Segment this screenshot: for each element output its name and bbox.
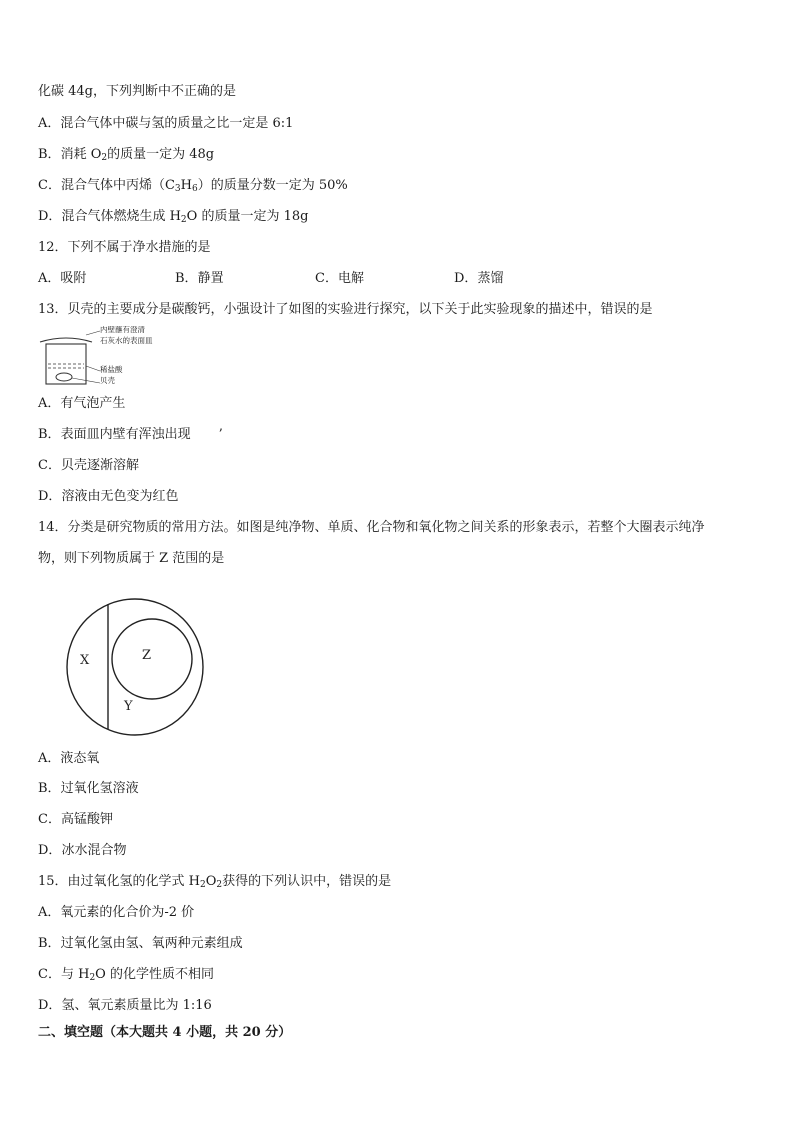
q15-option-b	[38, 936, 243, 952]
q12-options	[38, 271, 503, 287]
figure-label: 石灰水的表面皿	[100, 336, 153, 345]
option-label: A．	[38, 396, 61, 411]
q12-option-c	[315, 271, 454, 287]
q15-option-c	[38, 967, 214, 983]
option-text: 吸附	[60, 271, 87, 286]
option-text: 静置	[197, 271, 224, 286]
option-label: A．	[38, 271, 61, 286]
option-label: D．	[454, 271, 478, 286]
q14-option-c	[38, 812, 113, 828]
figure-label: 稀盐酸	[100, 365, 123, 374]
q11-option-c	[38, 178, 348, 194]
inner-circle	[112, 619, 192, 699]
q12-stem: 12．下列不属于净水措施的是	[38, 240, 211, 255]
option-text: 混合气体中碳与氢的质量之比一定是 6:1	[60, 116, 294, 131]
option-label: B．	[38, 147, 61, 162]
q13-option-b	[38, 427, 223, 443]
q11-option-d	[38, 209, 308, 225]
stem-text: 15．由过氧化氢的化学式 H	[38, 874, 201, 889]
option-label: D．	[38, 998, 62, 1013]
option-label: A．	[38, 905, 61, 920]
option-text: ）的质量分数一定为 50%	[197, 178, 348, 193]
q11-option-a	[38, 116, 293, 132]
option-text: 消耗 O	[60, 147, 102, 162]
option-label: A．	[38, 751, 61, 766]
q13-option-c	[38, 458, 139, 474]
option-label: A．	[38, 116, 61, 131]
figure-label: 贝壳	[100, 376, 115, 385]
subscript: 2	[216, 880, 223, 890]
option-text: 溶液由无色变为红色	[61, 489, 179, 504]
section-heading: 二、填空题（本大题共 4 小题，共 20 分）	[38, 1025, 292, 1040]
subscript: 2	[180, 215, 187, 225]
option-text: H	[180, 178, 192, 193]
region-label-y: Y	[124, 699, 133, 714]
q14-venn-diagram	[64, 596, 206, 738]
subscript: 6	[191, 184, 198, 194]
q14-stem-line-2: 物，则下列物质属于 Z 范围的是	[38, 551, 225, 566]
q13-option-d	[38, 489, 178, 505]
option-label: B．	[38, 936, 61, 951]
option-text: 过氧化氢溶液	[60, 781, 139, 796]
region-label-x: X	[80, 653, 90, 668]
option-label: C．	[38, 812, 61, 827]
option-label: B．	[38, 427, 61, 442]
option-text: 冰水混合物	[61, 843, 127, 858]
option-label: B．	[38, 781, 61, 796]
q14-option-d	[38, 843, 126, 859]
option-label: C．	[315, 271, 338, 286]
q13-apparatus-figure	[38, 326, 198, 390]
option-label: C．	[38, 178, 61, 193]
q14-option-a	[38, 751, 99, 767]
option-label: C．	[38, 967, 61, 982]
watch-glass	[40, 338, 92, 342]
option-text: O 的质量一定为 18g	[186, 209, 309, 224]
q13-option-a	[38, 396, 125, 412]
q12-option-b	[175, 271, 315, 287]
option-text: 表面皿内壁有浑浊出现	[60, 427, 191, 442]
option-text: 的质量一定为 48g	[107, 147, 215, 162]
option-text: 氧元素的化合价为-2 价	[60, 905, 195, 920]
option-text: 氢、氧元素质量比为 1:16	[61, 998, 212, 1013]
region-label-z: Z	[142, 648, 152, 663]
q11-stem-tail: 化碳 44g，下列判断中不正确的是	[38, 84, 236, 99]
shell	[56, 373, 72, 381]
leader-line	[86, 331, 100, 335]
option-text: 电解	[337, 271, 364, 286]
option-label: D．	[38, 209, 62, 224]
option-text: O 的化学性质不相同	[95, 967, 214, 982]
option-text: 高锰酸钾	[60, 812, 113, 827]
subscript: 2	[200, 880, 206, 890]
option-text: 与 H	[60, 967, 90, 982]
option-label: D．	[38, 489, 62, 504]
option-text: 有气泡产生	[60, 396, 126, 411]
q12-option-a	[38, 271, 175, 287]
q14-stem-line-1: 14．分类是研究物质的常用方法。如图是纯净物、单质、化合物和氧化物之间关系的形象表示，若整个大圈表示纯净	[38, 520, 705, 535]
option-text: 贝壳逐渐溶解	[60, 458, 139, 473]
option-text: 混合气体中丙烯（C	[60, 178, 175, 193]
q11-option-b	[38, 147, 214, 163]
option-label: B．	[175, 271, 198, 286]
option-text: 蒸馏	[477, 271, 504, 286]
leader-line	[86, 366, 100, 371]
option-text: 混合气体燃烧生成 H	[61, 209, 181, 224]
option-text: 液态氧	[60, 751, 100, 766]
figure-label: 内壁蘸有澄清	[100, 326, 145, 334]
option-label: C．	[38, 458, 61, 473]
q15-option-d	[38, 998, 212, 1014]
option-text: 过氧化氢由氢、氧两种元素组成	[60, 936, 243, 951]
subscript: 3	[174, 184, 181, 194]
q15-stem	[38, 874, 391, 890]
subscript: 2	[89, 973, 96, 983]
q13-stem: 13．贝壳的主要成分是碳酸钙，小强设计了如图的实验进行探究，以下关于此实验现象的描述中，错误的是	[38, 302, 653, 317]
stem-text: 获得的下列认识中，错误的是	[222, 874, 392, 889]
option-label: D．	[38, 843, 62, 858]
subscript: 2	[101, 153, 108, 163]
q15-option-a	[38, 905, 194, 921]
q14-option-b	[38, 781, 139, 797]
stem-text: O	[205, 874, 217, 889]
stray-mark: ’	[218, 427, 223, 442]
q12-option-d	[454, 271, 503, 287]
